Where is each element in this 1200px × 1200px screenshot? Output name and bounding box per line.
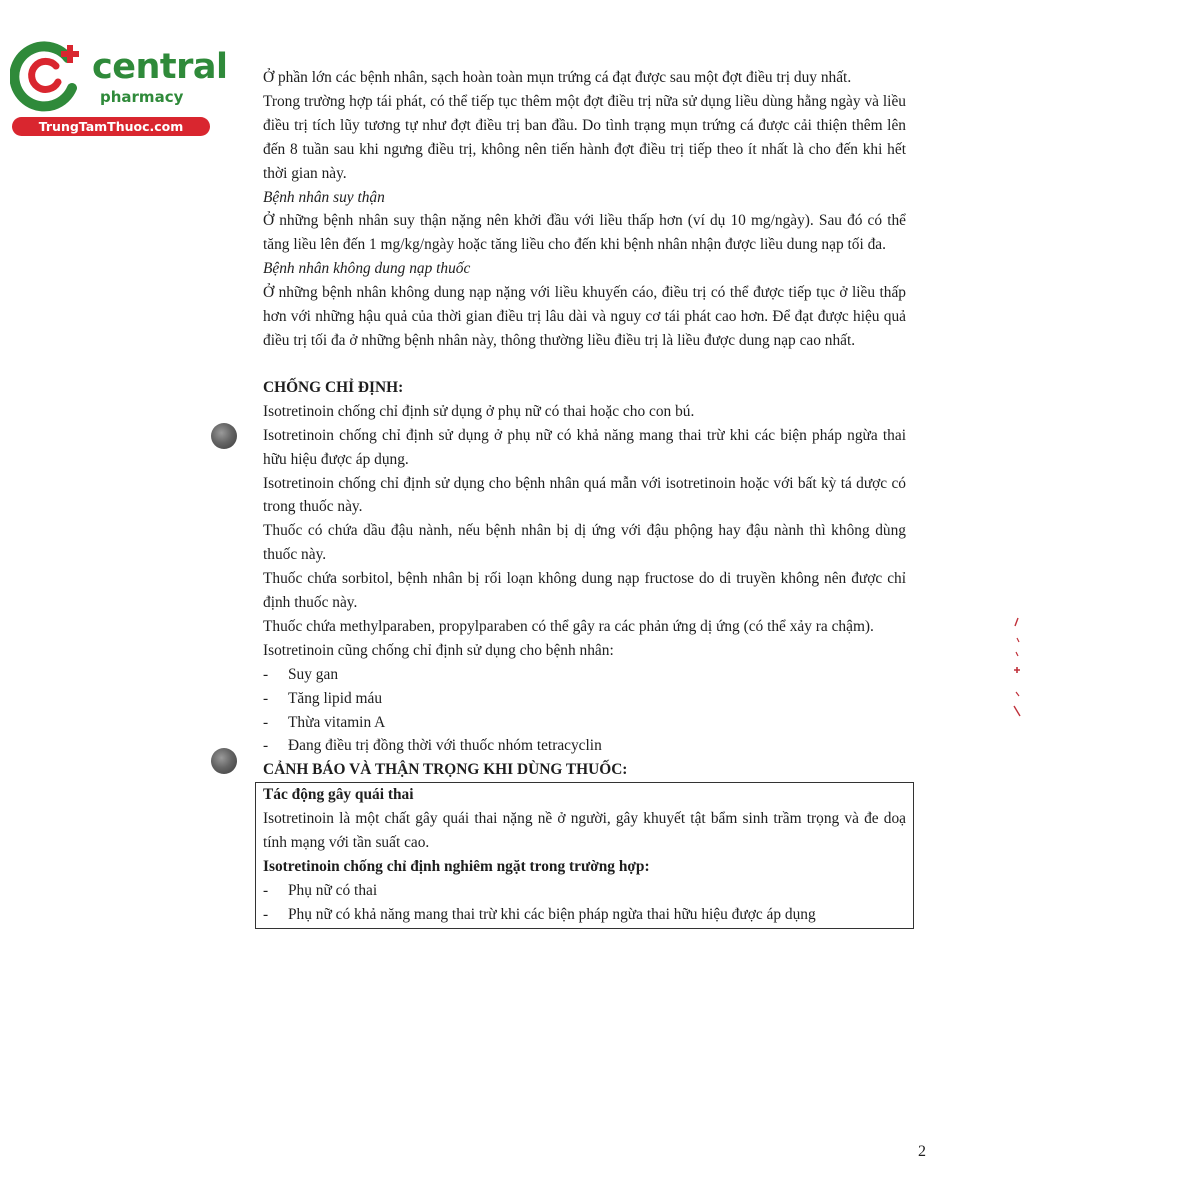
list-item [263,687,906,711]
contra-paragraph: Thuốc chứa sorbitol, bệnh nhân bị rối loạn không dung nạp fructose do di truyền không nên được chỉ định thuốc này. [263,570,906,612]
brand-subtitle: pharmacy [100,88,184,106]
punch-hole-upper [211,423,237,449]
contra-paragraph: Thuốc có chứa dầu đậu nành, nếu bệnh nhân bị dị ứng với đậu phộng hay đậu nành thì không dùng thuốc này. [263,522,906,564]
brand-name: central [92,47,228,87]
list-item-text: Tăng lipid máu [288,689,383,707]
list-item-text: Suy gan [288,665,339,683]
contra-paragraph: Isotretinoin chống chỉ định sử dụng ở phụ nữ có khả năng mang thai trừ khi các biện pháp ngừa thai hữu hiệu được áp dụng. [263,426,906,468]
contra-paragraph: Thuốc chứa methylparaben, propylparaben có thể gây ra các phản ứng dị ứng (có thể xảy ra chậm). [263,617,874,635]
contra-paragraph: Isotretinoin cũng chống chỉ định sử dụng cho bệnh nhân: [263,641,614,659]
page-number: 2 [918,1143,926,1160]
punch-hole-lower [211,748,237,774]
dosage-paragraph-1: Ở phần lớn các bệnh nhân, sạch hoàn toàn mụn trứng cá đạt được sau một đợt điều trị duy nhất. [263,69,852,86]
stamp-fragment-marks [1012,612,1028,722]
list-item [263,734,906,758]
brand-site: TrungTamThuoc.com [12,117,210,136]
renal-paragraph: Ở những bệnh nhân suy thận nặng nên khởi đầu với liều thấp hơn (ví dụ 10 mg/ngày). Sau đó có thể tăng liều lên đến 1 mg/kg/ngày hoặc tăng liều cho đến khi bệnh nhân nhận được liều dung nạp tối đa. [263,212,906,254]
list-item [263,711,906,735]
warnings-heading: CẢNH BÁO VÀ THẬN TRỌNG KHI DÙNG THUỐC: [263,761,628,779]
list-item-text: Đang điều trị đồng thời với thuốc nhóm tetracyclin [288,737,602,755]
contra-paragraph: Isotretinoin chống chỉ định sử dụng cho bệnh nhân quá mẫn với isotretinoin hoặc với bất kỳ tá dược có trong thuốc này. [263,474,906,516]
central-pharmacy-logo [10,36,228,136]
list-item [263,903,906,927]
box-title: Tác động gây quái thai [263,786,414,804]
list-dash: - [263,881,269,899]
list-dash: - [263,689,269,707]
contra-paragraph: Isotretinoin chống chỉ định sử dụng ở phụ nữ có thai hoặc cho con bú. [263,402,695,420]
list-item-text: Thừa vitamin A [288,713,386,731]
list-dash: - [263,905,269,923]
document-body [263,66,906,929]
list-item-text: Phụ nữ có khả năng mang thai trừ khi các biện pháp ngừa thai hữu hiệu được áp dụng [288,905,816,923]
list-dash: - [263,665,269,683]
teratogenicity-box [255,782,914,928]
list-dash: - [263,713,269,731]
dosage-paragraph-2: Trong trường hợp tái phát, có thể tiếp tục thêm một đợt điều trị nữa sử dụng liều dùng hằng ngày và liều điều trị tích lũy tương tự như đợt điều trị ban đầu. Do tình trạng mụn trứng cá được cải thiện thêm lên đến 8 tuần sau khi ngưng điều trị, không nên tiến hành đợt điều trị tiếp theo ít nhất là cho đến khi hết thời gian này. [263,92,906,182]
box-subtitle: Isotretinoin chống chỉ định nghiêm ngặt trong trường hợp: [263,858,650,875]
box-paragraph: Isotretinoin là một chất gây quái thai nặng nề ở người, gây khuyết tật bẩm sinh trầm trọng và đe doạ tính mạng với tần suất cao. [263,810,906,852]
contraindications-heading: CHỐNG CHỈ ĐỊNH: [263,378,404,396]
renal-subheading: Bệnh nhân suy thận [263,188,385,206]
intolerance-paragraph: Ở những bệnh nhân không dung nạp nặng với liều khuyến cáo, điều trị có thể được tiếp tục ở liều thấp hơn với những hậu quả của thời gian điều trị lâu dài và nguy cơ tái phát cao hơn. Để đạt được hiệu quả điều trị tối đa ở những bệnh nhân này, thông thường liều điều trị là liều được dung nạp cao nhất. [263,284,906,349]
intolerance-subheading: Bệnh nhân không dung nạp thuốc [263,260,471,278]
pharmacy-cross-icon [10,36,92,116]
list-item [263,663,906,687]
list-dash: - [263,737,269,755]
list-item-text: Phụ nữ có thai [288,881,378,899]
list-item [263,879,906,903]
